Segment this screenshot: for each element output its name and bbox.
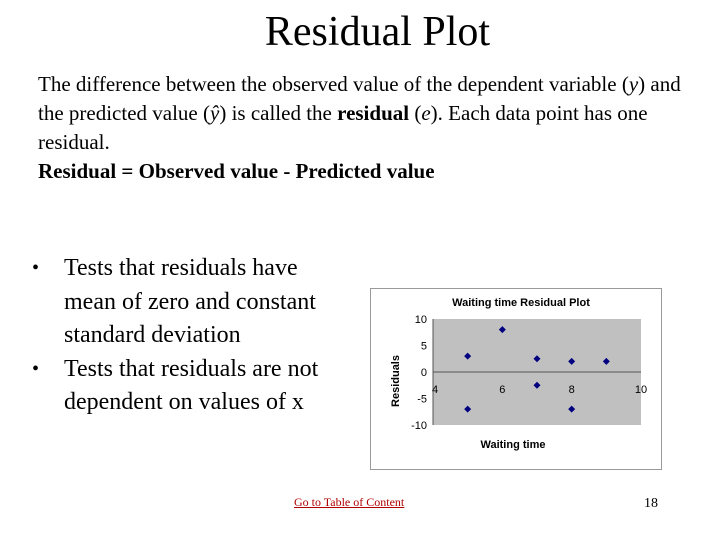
intro-text-2: ) and the predicted value ( bbox=[38, 72, 681, 125]
y-tick-label: -5 bbox=[417, 393, 427, 406]
y-tick-label: -10 bbox=[411, 420, 427, 432]
x-tick-label: 6 bbox=[499, 384, 506, 396]
intro-text-3: ) is called the bbox=[219, 101, 338, 125]
slide-title: Residual Plot bbox=[264, 9, 491, 55]
bullet-list bbox=[30, 252, 350, 420]
bullet-item bbox=[30, 252, 350, 353]
intro-y-symbol: y bbox=[628, 72, 639, 96]
bullet-dot-icon: • bbox=[32, 257, 40, 279]
intro-residual-term: residual bbox=[337, 101, 410, 125]
intro-yhat-symbol: ŷ bbox=[210, 101, 220, 125]
bullet-item bbox=[30, 353, 350, 420]
bullet-text: Tests that residuals have mean of zero and constant standard deviation bbox=[64, 255, 316, 348]
y-tick-labels bbox=[411, 314, 427, 432]
intro-text-1: The difference between the observed value of the dependent variable ( bbox=[38, 72, 629, 96]
chart-title: Waiting time Residual Plot bbox=[452, 297, 590, 309]
bullet-text: Tests that residuals are not dependent on values of x bbox=[64, 355, 319, 415]
y-tick-label: 0 bbox=[420, 367, 427, 379]
x-tick-label: 10 bbox=[634, 384, 648, 396]
intro-text-4: ( bbox=[409, 101, 422, 125]
page-number: 18 bbox=[644, 496, 658, 511]
x-axis-label: Waiting time bbox=[480, 439, 546, 451]
intro-text-5: ). Each data point has one residual. bbox=[38, 101, 648, 154]
residual-plot-chart bbox=[370, 288, 662, 470]
chart-svg bbox=[371, 289, 661, 469]
x-tick-label: 8 bbox=[568, 384, 575, 396]
residual-formula: Residual = Observed value - Predicted value bbox=[38, 159, 435, 183]
y-tick-label: 10 bbox=[414, 314, 427, 326]
y-tick-label: 5 bbox=[420, 340, 427, 353]
y-axis-label: Residuals bbox=[390, 355, 402, 407]
x-tick-label: 4 bbox=[431, 384, 439, 396]
table-of-content-link[interactable]: Go to Table of Content bbox=[294, 495, 405, 509]
bullet-dot-icon: • bbox=[32, 357, 40, 380]
intro-paragraph bbox=[38, 70, 698, 186]
intro-e-symbol: e bbox=[421, 101, 431, 125]
